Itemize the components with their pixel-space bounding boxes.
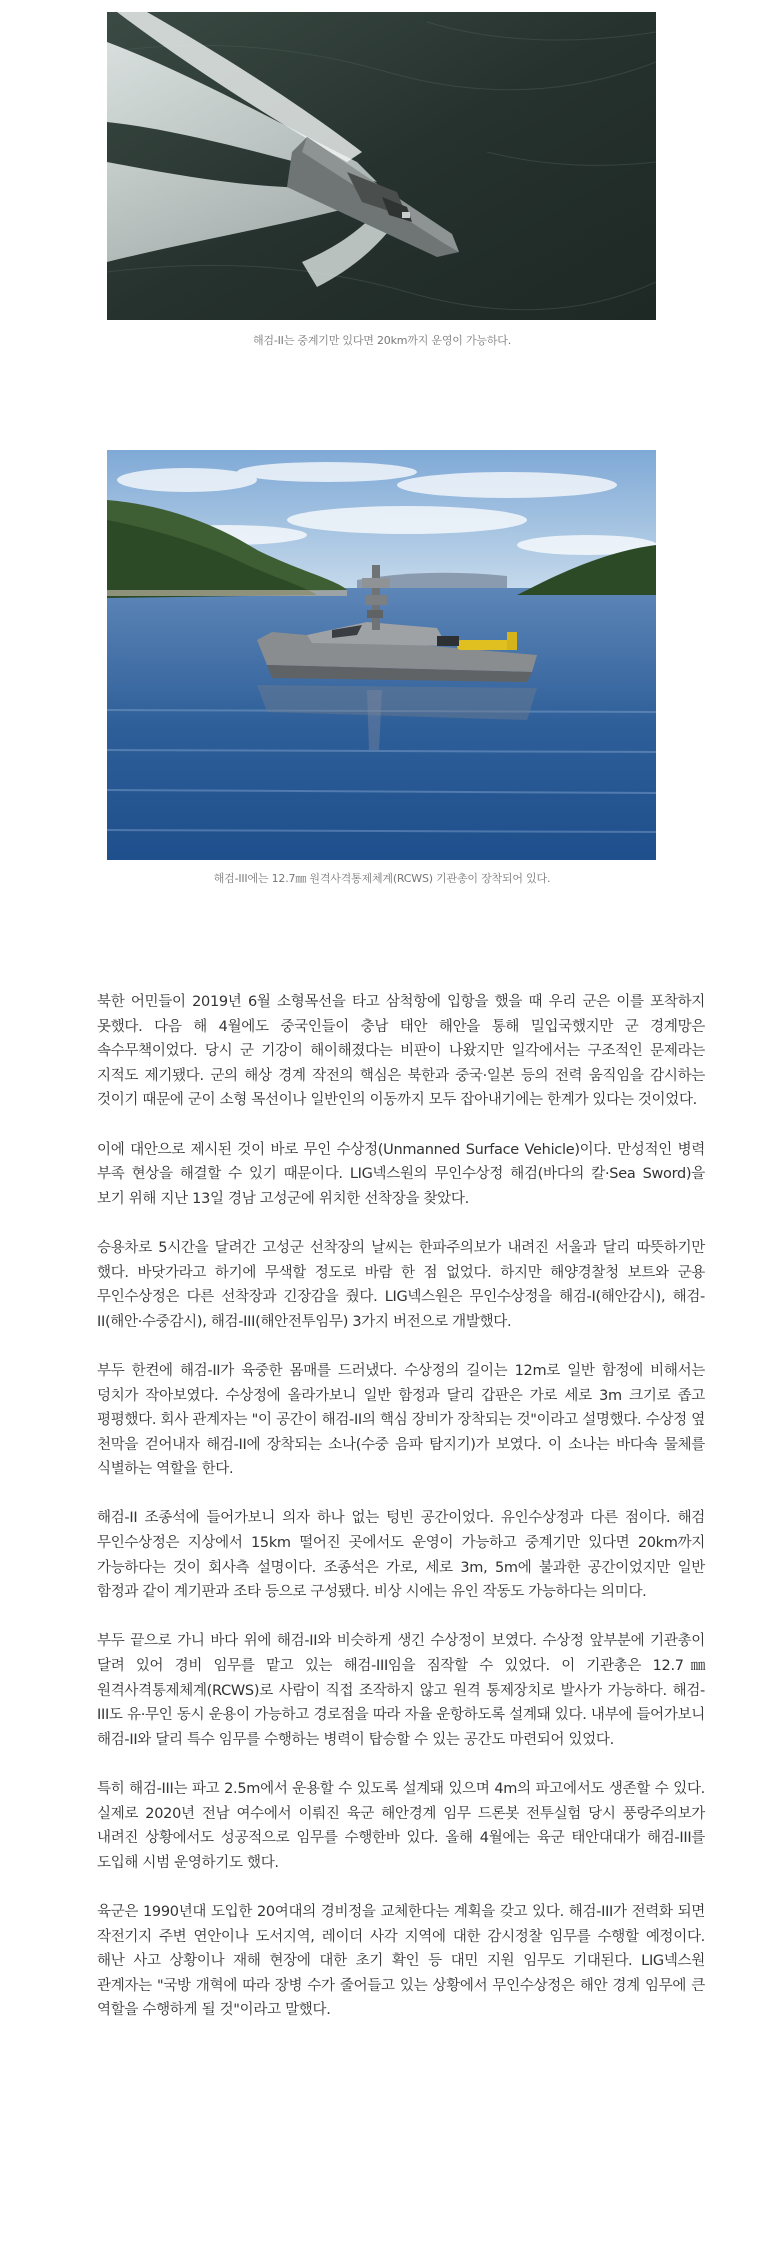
paragraph-5: 해검-II 조종석에 들어가보니 의자 하나 없는 텅빈 공간이었다. 유인수상정과 다른 점이다. 해검 무인수상정은 지상에서 15km 떨어진 곳에서도 운영이 가능하고 중계기만 있다면 20km까지 가능하다는 것이 회사측 설명이다. 조종석은 가로, 세로 3m, 5m에 불과한 공간이었지만 일반 함정과 같이 계기판과 조타 등으로 구성됐다. 비상 시에는 유인 작동도 가능하다는 의미다. — [97, 1510, 705, 1601]
figure-2-caption: 해검-III에는 12.7㎜ 원격사격통제체계(RCWS) 기관총이 장착되어 있다. — [213, 872, 551, 885]
paragraph-6: 부두 끝으로 가니 바다 위에 해검-II와 비슷하게 생긴 수상정이 보였다. 수상정 앞부분에 기관총이 달려 있어 경비 임무를 맡고 있는 해검-III임을 짐작할 수 있었다. 이 기관총은 12.7㎜ 원격사격통제체계(RCWS)로 사람이 직접 조작하지 않고 원격 통제장치로 발사가 가능하다. 해검-III도 유·무인 동시 운용이 가능하고 경로점을 따라 자율 운항하도록 설계돼 있다. 내부에 들어가보니 해검-II와 달리 특수 임무를 수행하는 병력이 탑승할 수 있는 공간도 마련되어 있었다. — [97, 1633, 705, 1748]
paragraph-7: 특히 해검-III는 파고 2.5m에서 운용할 수 있도록 설계돼 있으며 4m의 파고에서도 생존할 수 있다. 실제로 2020년 전남 여수에서 이뤄진 육군 해안경계 임무 드론봇 전투실험 당시 풍랑주의보가 내려진 상황에서도 성공적으로 임무를 수행한바 있다. 올해 4월에는 육군 태안대대가 해검-III를 도입해 시범 운영하기도 했다. — [97, 1781, 705, 1871]
figure-1 — [107, 12, 656, 320]
photo-boat-with-rcws — [107, 450, 656, 860]
paragraph-1: 북한 어민들이 2019년 6월 소형목선을 타고 삼척항에 입항을 했을 때 우리 군은 이를 포착하지 못했다. 다음 해 4월에도 중국인들이 충남 태안 해안을 통해 밀입국했지만 군 경계망은 속수무책이었다. 당시 군 기강이 해이해졌다는 비판이 나왔지만 일각에서는 구조적인 문제라는 지적도 제기됐다. 군의 해상 경계 작전의 핵심은 북한과 중국·일본 등의 전력 움직임을 감시하는 것이기 때문에 군이 소형 목선이나 일반인의 이동까지 모두 잡아내기에는 한계가 있다는 것이었다. — [97, 994, 705, 1109]
photo-speeding-boat — [107, 12, 656, 320]
figure-2 — [107, 450, 656, 860]
paragraph-8: 육군은 1990년대 도입한 20여대의 경비정을 교체한다는 계획을 갖고 있다. 해검-III가 전력화 되면 작전기지 주변 연안이나 도서지역, 레이더 사각 지역에 대한 감시정찰 임무를 수행할 예정이다. 해난 사고 상황이나 재해 현장에 대한 초기 확인 등 대민 지원 임무도 기대된다. LIG넥스원 관계자는 "국방 개혁에 따라 장병 수가 줄어들고 있는 상황에서 무인수상정은 해안 경계 임무에 큰 역할을 수행하게 될 것"이라고 말했다. — [97, 1903, 705, 2019]
article-body — [97, 990, 705, 2048]
paragraph-3: 승용차로 5시간을 달려간 고성군 선착장의 날씨는 한파주의보가 내려진 서울과 달리 따뜻하기만 했다. 바닷가라고 하기에 무색할 정도로 바람 한 점 없었다. 하지만 해양경찰청 보트와 군용 무인수상정은 다른 선착장과 긴장감을 줬다. LIG넥스원은 무인수상정을 해검-I(해안감시), 해검-II(해안·수중감시), 해검-III(해안전투임무) 3가지 버전으로 개발했다. — [97, 1239, 705, 1330]
paragraph-2: 이에 대안으로 제시된 것이 바로 무인 수상정(Unmanned Surface Vehicle)이다. 만성적인 병력 부족 현상을 해결할 수 있기 때문이다. LIG넥스원의 무인수상정 해검(바다의 칼·Sea Sword)을 보기 위해 지난 13일 경남 고성군에 위치한 선착장을 찾았다. — [97, 1141, 705, 1207]
figure-1-caption: 해검-II는 중계기만 있다면 20km까지 운영이 가능하다. — [252, 334, 511, 347]
paragraph-4: 부두 한켠에 해검-II가 육중한 몸매를 드러냈다. 수상정의 길이는 12m로 일반 함정에 비해서는 덩치가 작아보였다. 수상정에 올라가보니 일반 함정과 달리 갑판은 가로 세로 3m 크기로 좁고 평평했다. 회사 관계자는 "이 공간이 해검-II의 핵심 장비가 장착되는 것"이라고 설명했다. 수상정 옆 천막을 걷어내자 해검-II에 장착되는 소나(수중 음파 탐지기)가 보였다. 이 소나는 바다속 물체를 식별하는 역할을 한다. — [97, 1362, 705, 1478]
